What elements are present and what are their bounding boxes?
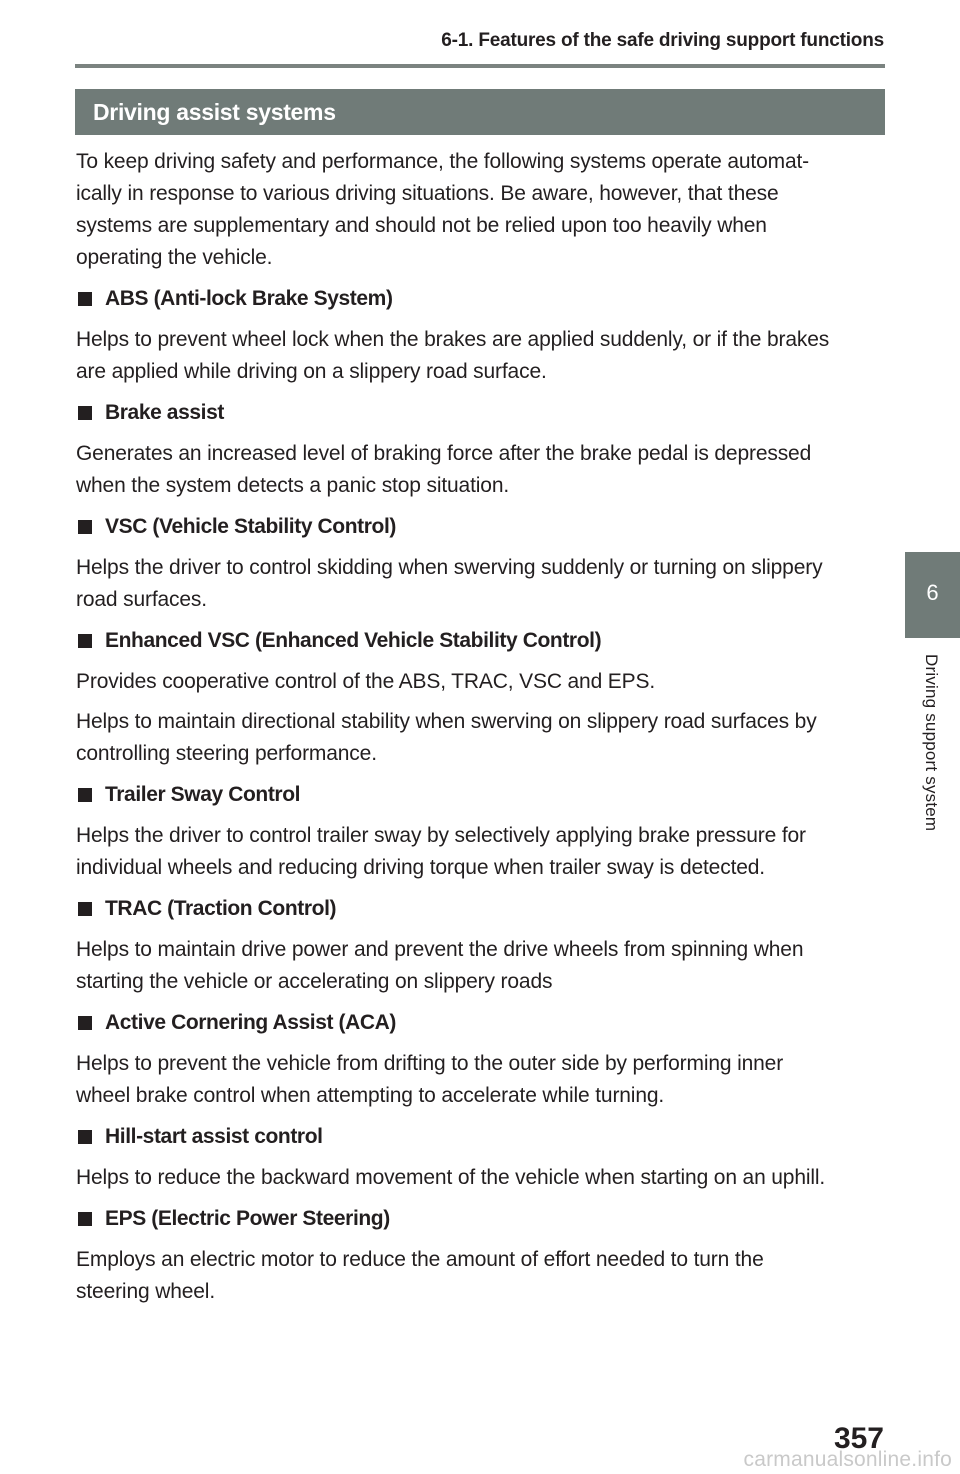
page-content (76, 146, 886, 1316)
feature-description (76, 1244, 886, 1308)
header-section-label: 6-1. Features of the safe driving support functions (441, 30, 884, 51)
description-line: when the system detects a panic stop situation. (76, 474, 510, 497)
description-line: starting the vehicle or accelerating on slippery roads (76, 970, 553, 993)
intro-paragraph (76, 146, 886, 274)
feature-description (76, 438, 886, 502)
feature-heading (76, 282, 886, 316)
feature-heading (76, 510, 886, 544)
section-title-bar (75, 89, 885, 135)
watermark: carmanualsonline.info (743, 1448, 952, 1471)
chapter-number: 6 (926, 580, 939, 605)
square-bullet-icon (78, 634, 92, 648)
feature-description (76, 324, 886, 388)
square-bullet-icon (78, 1212, 92, 1226)
square-bullet-icon (78, 1016, 92, 1030)
feature-title: Hill-start assist control (105, 1125, 323, 1148)
feature-heading (76, 1120, 886, 1154)
chapter-tab (905, 552, 960, 638)
feature-heading (76, 1006, 886, 1040)
page-number: 357 (833, 1422, 884, 1455)
feature-description (76, 820, 886, 884)
feature-description (76, 934, 886, 998)
feature-title: EPS (Electric Power Steering) (105, 1207, 390, 1230)
feature-description (76, 1048, 886, 1112)
description-line: wheel brake control when attempting to accelerate while turning. (76, 1084, 665, 1107)
description-line: Helps to maintain drive power and prevent the drive wheels from spinning when (76, 938, 804, 961)
square-bullet-icon (78, 292, 92, 306)
feature-title: ABS (Anti-lock Brake System) (105, 287, 393, 310)
feature-heading (76, 1202, 886, 1236)
description-line: Helps to prevent wheel lock when the brakes are applied suddenly, or if the brakes (76, 328, 830, 351)
feature-title: Trailer Sway Control (105, 783, 301, 806)
intro-line: ically in response to various driving situations. Be aware, however, that these (76, 182, 779, 205)
feature-description (76, 706, 886, 770)
description-line: are applied while driving on a slippery road surface. (76, 360, 547, 383)
feature-description (76, 552, 886, 616)
description-line: steering wheel. (76, 1280, 215, 1303)
feature-description (76, 666, 886, 698)
intro-line: operating the vehicle. (76, 246, 273, 269)
feature-heading (76, 396, 886, 430)
feature-heading (76, 624, 886, 658)
square-bullet-icon (78, 788, 92, 802)
square-bullet-icon (78, 902, 92, 916)
feature-description (76, 1162, 886, 1194)
intro-line: systems are supplementary and should not be relied upon too heavily when (76, 214, 767, 237)
intro-line: To keep driving safety and performance, the following systems operate automat- (76, 150, 810, 173)
description-line: Generates an increased level of braking force after the brake pedal is depressed (76, 442, 812, 465)
feature-title: TRAC (Traction Control) (105, 897, 337, 920)
header-divider (75, 64, 885, 68)
section-title: Driving assist systems (93, 99, 336, 125)
description-line: Helps the driver to control skidding when swerving suddenly or turning on slippery (76, 556, 823, 579)
description-line: Helps the driver to control trailer sway by selectively applying brake pressure for (76, 824, 806, 847)
square-bullet-icon (78, 1130, 92, 1144)
description-line: controlling steering performance. (76, 742, 377, 765)
feature-title: Enhanced VSC (Enhanced Vehicle Stability Control) (105, 629, 602, 652)
square-bullet-icon (78, 520, 92, 534)
description-line: road surfaces. (76, 588, 207, 611)
description-line: Helps to reduce the backward movement of the vehicle when starting on an uphill. (76, 1166, 826, 1189)
feature-title: VSC (Vehicle Stability Control) (105, 515, 396, 538)
description-line: Helps to prevent the vehicle from drifting to the outer side by performing inner (76, 1052, 784, 1075)
feature-title: Active Cornering Assist (ACA) (105, 1011, 397, 1034)
feature-heading (76, 778, 886, 812)
square-bullet-icon (78, 406, 92, 420)
feature-title: Brake assist (105, 401, 224, 424)
description-line: Helps to maintain directional stability when swerving on slippery road surfaces by (76, 710, 817, 733)
description-line: individual wheels and reducing driving torque when trailer sway is detected. (76, 856, 765, 879)
feature-heading (76, 892, 886, 926)
description-line: Provides cooperative control of the ABS, TRAC, VSC and EPS. (76, 670, 656, 693)
chapter-label: Driving support system (922, 654, 941, 832)
description-line: Employs an electric motor to reduce the amount of effort needed to turn the (76, 1248, 764, 1271)
feature-list (76, 282, 886, 1308)
